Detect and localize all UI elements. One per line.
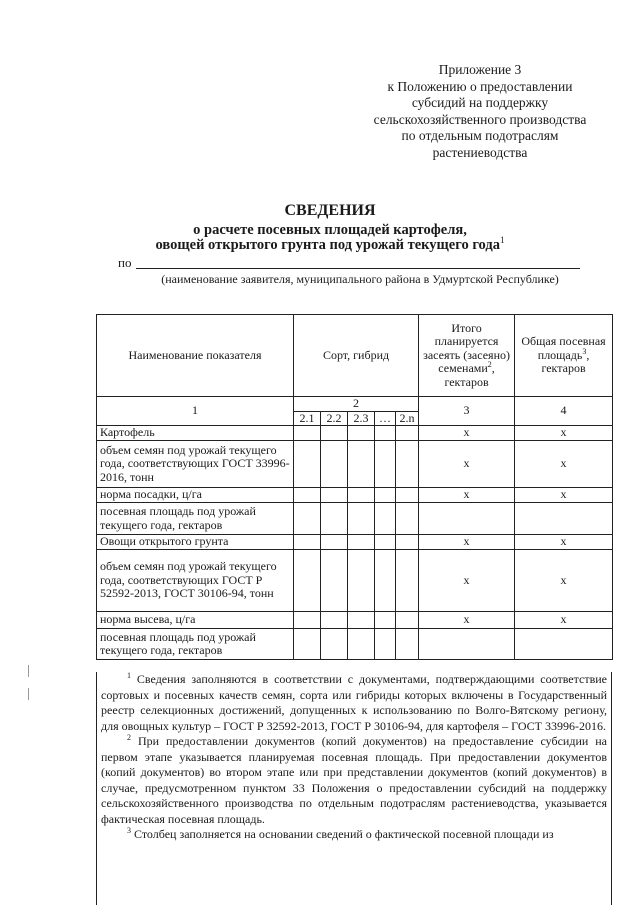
cell: [348, 426, 375, 441]
header-total-unit: , гектаров: [541, 347, 590, 376]
row-label: норма высева, ц/га: [97, 612, 294, 629]
cell: [375, 488, 396, 503]
row-label: норма посадки, ц/га: [97, 488, 294, 503]
col-number-4: 4: [515, 397, 613, 426]
appendix-line: растениеводства: [432, 144, 528, 160]
cell: [348, 441, 375, 488]
cell: [396, 488, 419, 503]
cell: [321, 612, 348, 629]
cell: [348, 550, 375, 612]
cell: [294, 488, 321, 503]
cell-col3: x: [419, 612, 515, 629]
cell-col4: x: [515, 550, 613, 612]
table-row: [97, 426, 613, 441]
cell-col4: x: [515, 612, 613, 629]
subcol-label: 2.2: [321, 411, 348, 426]
cell: [321, 629, 348, 660]
appendix-line: сельскохозяйственного производства: [373, 111, 587, 127]
header-variety: Сорт, гибрид: [294, 315, 419, 397]
cell: [294, 426, 321, 441]
cell-col3: [419, 503, 515, 535]
cell: [321, 550, 348, 612]
cell-col3: x: [419, 441, 515, 488]
footnote-2: [101, 734, 607, 827]
table-row: [97, 550, 613, 612]
table-row: [97, 503, 613, 535]
table-row: [97, 441, 613, 488]
cell-col3: [419, 629, 515, 660]
cell: [396, 629, 419, 660]
cell: [396, 550, 419, 612]
appendix-line: к Положению о предоставлении: [387, 78, 573, 94]
cell-col3: x: [419, 426, 515, 441]
table-row: [97, 612, 613, 629]
cell: [321, 441, 348, 488]
header-planned: [419, 315, 515, 397]
cell: [396, 441, 419, 488]
cell-col3: x: [419, 550, 515, 612]
cell-col4: [515, 503, 613, 535]
cell: [396, 503, 419, 535]
header-planned-text: Итого планируется засеять (засеяно) семенами: [423, 320, 510, 376]
footnotes-block: [96, 672, 612, 905]
cell-col4: x: [515, 535, 613, 550]
footnote-mark: 3: [127, 826, 131, 835]
row-label: Овощи открытого грунта: [97, 535, 294, 550]
table-row: [97, 535, 613, 550]
data-table: [96, 314, 613, 660]
applicant-caption: (наименование заявителя, муниципального района в Удмуртской Республике): [161, 272, 559, 286]
appendix-block: [350, 62, 610, 161]
cell: [294, 535, 321, 550]
cell: [348, 503, 375, 535]
appendix-line: по отдельным подотраслям: [401, 128, 559, 143]
cell: [375, 629, 396, 660]
cell: [375, 612, 396, 629]
row-label: посевная площадь под урожай текущего года, гектаров: [97, 629, 294, 660]
header-planned-unit: , гектаров: [444, 361, 495, 389]
cell: [375, 550, 396, 612]
document-subtitle-line-2: [60, 237, 600, 254]
cell: [348, 612, 375, 629]
cell-col4: x: [515, 441, 613, 488]
header-total-text: Общая посевная площадь: [521, 334, 606, 362]
subcol-label: 2.3: [348, 411, 375, 426]
cell: [321, 426, 348, 441]
applicant-field-line: [136, 268, 580, 269]
document-subtitle-line-1: о расчете посевных площадей картофеля,: [193, 222, 467, 238]
cell: [396, 535, 419, 550]
table-row: [97, 488, 613, 503]
col-number-2: 2: [294, 397, 419, 412]
cell-col3: x: [419, 488, 515, 503]
row-label: посевная площадь под урожай текущего года, гектаров: [97, 503, 294, 535]
footnote-mark: 1: [127, 672, 131, 680]
footnote-text: Сведения заполняются в соответствии с документами, подтверждающими соответствие сортовых и посевных качеств семян, сорта или гибриды которых включены в Государственный реестр селекционных достижений, допущенных к использованию по Волго-Вятскому региону, для овощных культур – ГОСТ Р 32592-2013, ГОСТ Р 30106-94, для картофеля – ГОСТ 33996-2016.: [101, 672, 607, 733]
subcol-label: 2.n: [396, 411, 419, 426]
cell: [375, 441, 396, 488]
column-number-row: [97, 397, 613, 412]
row-label: Картофель: [97, 426, 294, 441]
cell: [294, 550, 321, 612]
table-row: [97, 629, 613, 660]
cell: [348, 488, 375, 503]
subcol-label: …: [375, 411, 396, 426]
cell: [396, 426, 419, 441]
cell: [294, 503, 321, 535]
cell: [294, 612, 321, 629]
cell-col4: x: [515, 426, 613, 441]
cell: [294, 441, 321, 488]
footnote-mark: 1: [499, 235, 505, 246]
header-total: [515, 315, 613, 397]
margin-mark: [28, 665, 29, 677]
footnote-mark: 2: [127, 733, 131, 742]
col-number-3: 3: [419, 397, 515, 426]
row-label: объем семян под урожай текущего года, соответствующих ГОСТ Р 52592-2013, ГОСТ 30106-94, тонн: [97, 550, 294, 612]
document-title: СВЕДЕНИЯ: [284, 202, 376, 219]
cell: [375, 426, 396, 441]
applicant-prefix: по: [118, 255, 132, 270]
cell: [294, 629, 321, 660]
col-number-1: 1: [97, 397, 294, 426]
footnote-1: [101, 672, 607, 734]
subcol-label: 2.1: [294, 411, 321, 426]
cell-col4: x: [515, 488, 613, 503]
footnote-text: При предоставлении документов (копий документов) на предоставление субсидии на первом этапе указывается планируемая посевная площадь. При предоставлении документов (копий документов) во втором этапе или при представлении документов (копий документов) в случае, предусмотренном пунктом 33 Положения о предоставлении субсидий на поддержку сельскохозяйственного производства по отдельным подотраслям растениеводства, указывается фактическая посевная площадь.: [101, 734, 607, 826]
cell: [348, 535, 375, 550]
row-label: объем семян под урожай текущего года, соответствующих ГОСТ 33996-2016, тонн: [97, 441, 294, 488]
cell: [321, 488, 348, 503]
cell: [348, 629, 375, 660]
cell-col4: [515, 629, 613, 660]
cell-col3: x: [419, 535, 515, 550]
footnote-mark: 2: [487, 360, 492, 370]
cell: [396, 612, 419, 629]
cell: [375, 503, 396, 535]
cell: [321, 503, 348, 535]
footnote-text: Столбец заполняется на основании сведений о фактической посевной площади из: [131, 827, 554, 841]
header-indicator: Наименование показателя: [97, 315, 294, 397]
cell: [375, 535, 396, 550]
margin-mark: [28, 688, 29, 700]
footnote-mark: 3: [582, 346, 587, 356]
appendix-line: субсидий на поддержку: [411, 95, 549, 110]
cell: [321, 535, 348, 550]
subtitle-text: овощей открытого грунта под урожай текущего года: [155, 237, 500, 253]
appendix-line: Приложение 3: [438, 62, 522, 77]
table-header-row: [97, 315, 613, 397]
footnote-3: [101, 827, 607, 843]
